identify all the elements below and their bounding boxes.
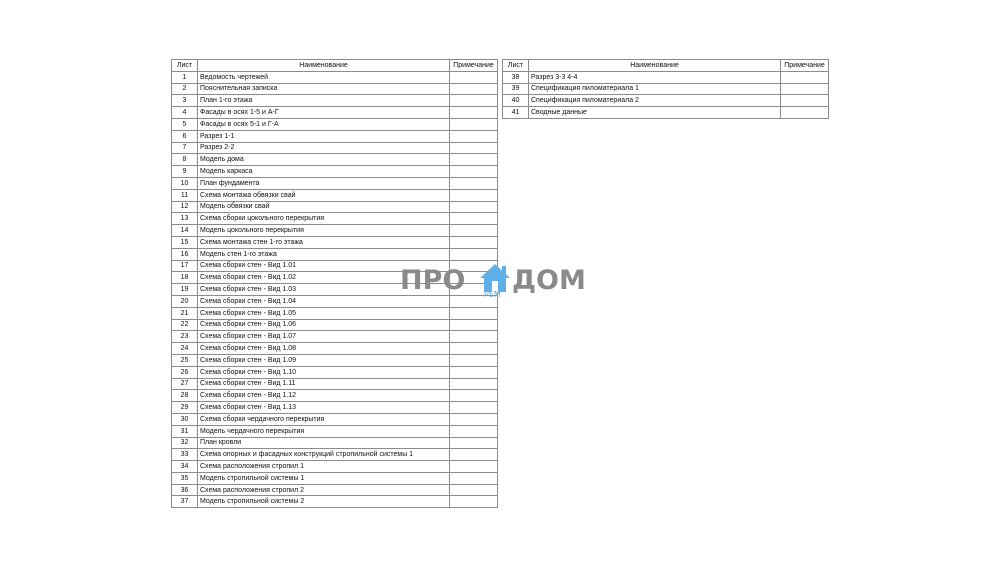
sheet-name: Схема опорных и фасадных конструкций стропильной системы 1 <box>198 449 450 461</box>
sheet-name: Схема сборки стен - Вид 1.05 <box>198 307 450 319</box>
table-row <box>172 107 498 119</box>
sheet-name: Схема сборки чердачного перекрытия <box>198 413 450 425</box>
sheet-number: 23 <box>172 331 198 343</box>
table-row <box>172 449 498 461</box>
sheet-name: План 1-го этажа <box>198 95 450 107</box>
table-row <box>172 177 498 189</box>
sheet-note <box>450 83 498 95</box>
sheet-number: 10 <box>172 177 198 189</box>
table-body <box>503 71 829 118</box>
table-row <box>172 472 498 484</box>
sheet-note <box>450 354 498 366</box>
table-row <box>172 496 498 508</box>
sheet-number: 20 <box>172 295 198 307</box>
sheet-note <box>450 177 498 189</box>
sheet-note <box>450 307 498 319</box>
table-row <box>172 142 498 154</box>
sheet-note <box>450 413 498 425</box>
table-row <box>172 425 498 437</box>
sheet-name: План кровли <box>198 437 450 449</box>
sheet-number: 37 <box>172 496 198 508</box>
table-row <box>172 83 498 95</box>
logo-word-right: ДОМ <box>512 265 586 296</box>
header-note: Примечание <box>450 60 498 72</box>
sheet-note <box>450 166 498 178</box>
sheet-name: Схема сборки стен - Вид 1.07 <box>198 331 450 343</box>
sheet-note <box>450 71 498 83</box>
sheet-name: Схема сборки стен - Вид 1.11 <box>198 378 450 390</box>
sheet-name: Модель стен 1-го этажа <box>198 248 450 260</box>
sheet-name: Пояснительная записка <box>198 83 450 95</box>
table-row <box>172 461 498 473</box>
sheet-name: Схема расположения стропил 1 <box>198 461 450 473</box>
table-row <box>172 236 498 248</box>
sheet-name: Модель дома <box>198 154 450 166</box>
house-icon <box>479 263 511 293</box>
sheet-note <box>450 402 498 414</box>
sheet-name: Схема сборки стен - Вид 1.01 <box>198 260 450 272</box>
table-row <box>172 402 498 414</box>
sheet-name: Разрез 3-3 4-4 <box>529 71 781 83</box>
sheet-number: 14 <box>172 225 198 237</box>
table-row <box>172 366 498 378</box>
sheet-number: 8 <box>172 154 198 166</box>
table-row <box>172 201 498 213</box>
sheet-number: 38 <box>503 71 529 83</box>
table-row <box>503 95 829 107</box>
table-header-row <box>172 60 498 72</box>
sheet-number: 31 <box>172 425 198 437</box>
sheet-number: 12 <box>172 201 198 213</box>
table-row <box>172 118 498 130</box>
table-row <box>172 343 498 355</box>
sheet-note <box>450 118 498 130</box>
sheet-note <box>450 331 498 343</box>
sheet-number: 11 <box>172 189 198 201</box>
sheet-number: 5 <box>172 118 198 130</box>
table-row <box>172 378 498 390</box>
sheet-number: 40 <box>503 95 529 107</box>
sheet-number: 24 <box>172 343 198 355</box>
sheet-name: Сводные данные <box>529 107 781 119</box>
sheet-note <box>450 484 498 496</box>
header-name: Наименование <box>529 60 781 72</box>
sheet-name: Схема сборки стен - Вид 1.12 <box>198 390 450 402</box>
sheet-note <box>450 496 498 508</box>
sheet-number: 18 <box>172 272 198 284</box>
sheet-number: 34 <box>172 461 198 473</box>
logo-word-left: ПРО <box>400 265 466 296</box>
watermark-logo <box>400 263 600 303</box>
sheet-name: Разрез 1-1 <box>198 130 450 142</box>
sheet-number: 41 <box>503 107 529 119</box>
drawings-list-table-right <box>502 59 829 119</box>
sheet-note <box>450 95 498 107</box>
header-sheet: Лист <box>172 60 198 72</box>
sheet-note <box>781 107 829 119</box>
table-row <box>503 107 829 119</box>
sheet-name: Модель цокольного перекрытия <box>198 225 450 237</box>
sheet-note <box>450 378 498 390</box>
sheet-name: Фасады в осях 5-1 и Г-А <box>198 118 450 130</box>
sheet-note <box>450 142 498 154</box>
table-row <box>172 390 498 402</box>
sheet-note <box>450 425 498 437</box>
sheet-number: 3 <box>172 95 198 107</box>
sheet-note <box>450 319 498 331</box>
sheet-number: 4 <box>172 107 198 119</box>
logo-sub-text: РЕМ <box>484 290 501 299</box>
sheet-number: 39 <box>503 83 529 95</box>
sheet-name: Схема сборки стен - Вид 1.08 <box>198 343 450 355</box>
sheet-number: 29 <box>172 402 198 414</box>
table-row <box>503 83 829 95</box>
sheet-number: 6 <box>172 130 198 142</box>
sheet-number: 9 <box>172 166 198 178</box>
table-row <box>172 71 498 83</box>
sheet-note <box>450 437 498 449</box>
header-name: Наименование <box>198 60 450 72</box>
table-row <box>172 307 498 319</box>
sheet-name: Ведомость чертежей <box>198 71 450 83</box>
sheet-number: 26 <box>172 366 198 378</box>
sheet-number: 30 <box>172 413 198 425</box>
sheet-name: Схема монтажа стен 1-го этажа <box>198 236 450 248</box>
sheet-number: 25 <box>172 354 198 366</box>
table-row <box>172 166 498 178</box>
sheet-name: Схема сборки стен - Вид 1.04 <box>198 295 450 307</box>
sheet-name: Спецификация пиломатериала 2 <box>529 95 781 107</box>
table-row <box>172 413 498 425</box>
sheet-note <box>781 95 829 107</box>
sheet-name: Схема сборки стен - Вид 1.06 <box>198 319 450 331</box>
sheet-number: 35 <box>172 472 198 484</box>
table-row <box>172 248 498 260</box>
sheet-note <box>781 71 829 83</box>
table-row <box>172 95 498 107</box>
sheet-note <box>450 461 498 473</box>
sheet-name: Модель стропильной системы 1 <box>198 472 450 484</box>
sheet-name: Фасады в осях 1-5 и А-Г <box>198 107 450 119</box>
sheet-note <box>450 449 498 461</box>
table-row <box>172 437 498 449</box>
sheet-name: Модель стропильной системы 2 <box>198 496 450 508</box>
sheet-note <box>450 472 498 484</box>
sheet-name: Схема сборки стен - Вид 1.03 <box>198 284 450 296</box>
sheet-number: 19 <box>172 284 198 296</box>
sheet-number: 27 <box>172 378 198 390</box>
sheet-name: Модель обвязки свай <box>198 201 450 213</box>
sheet-number: 2 <box>172 83 198 95</box>
sheet-name: Схема монтажа обвязки свай <box>198 189 450 201</box>
table-row <box>172 225 498 237</box>
table-row <box>172 130 498 142</box>
sheet-note <box>781 83 829 95</box>
sheet-number: 7 <box>172 142 198 154</box>
table-row <box>172 354 498 366</box>
table-row <box>172 331 498 343</box>
sheet-number: 28 <box>172 390 198 402</box>
sheet-name: Схема сборки стен - Вид 1.10 <box>198 366 450 378</box>
table-row <box>172 213 498 225</box>
sheet-number: 36 <box>172 484 198 496</box>
table-row <box>172 154 498 166</box>
sheet-name: Схема расположения стропил 2 <box>198 484 450 496</box>
sheet-number: 15 <box>172 236 198 248</box>
sheet-note <box>450 343 498 355</box>
header-note: Примечание <box>781 60 829 72</box>
sheet-note <box>450 154 498 166</box>
sheet-note <box>450 130 498 142</box>
sheet-name: Разрез 2-2 <box>198 142 450 154</box>
sheet-number: 33 <box>172 449 198 461</box>
sheet-number: 13 <box>172 213 198 225</box>
table-row <box>503 71 829 83</box>
sheet-note <box>450 201 498 213</box>
table-header-row <box>503 60 829 72</box>
sheet-note <box>450 107 498 119</box>
table-row <box>172 484 498 496</box>
sheet-name: Спецификация пиломатериала 1 <box>529 83 781 95</box>
sheet-note <box>450 248 498 260</box>
sheet-number: 32 <box>172 437 198 449</box>
sheet-number: 16 <box>172 248 198 260</box>
sheet-note <box>450 189 498 201</box>
sheet-note <box>450 366 498 378</box>
sheet-note <box>450 236 498 248</box>
sheet-name: Модель чердачного перекрытия <box>198 425 450 437</box>
sheet-name: Модель каркаса <box>198 166 450 178</box>
sheet-number: 17 <box>172 260 198 272</box>
table-row <box>172 189 498 201</box>
sheet-number: 21 <box>172 307 198 319</box>
sheet-note <box>450 225 498 237</box>
table-row <box>172 319 498 331</box>
sheet-note <box>450 390 498 402</box>
sheet-number: 1 <box>172 71 198 83</box>
sheet-name: Схема сборки цокольного перекрытия <box>198 213 450 225</box>
sheet-name: Схема сборки стен - Вид 1.09 <box>198 354 450 366</box>
header-sheet: Лист <box>503 60 529 72</box>
sheet-name: Схема сборки стен - Вид 1.02 <box>198 272 450 284</box>
sheet-name: Схема сборки стен - Вид 1.13 <box>198 402 450 414</box>
sheet-name: План фундамента <box>198 177 450 189</box>
sheet-note <box>450 213 498 225</box>
sheet-number: 22 <box>172 319 198 331</box>
